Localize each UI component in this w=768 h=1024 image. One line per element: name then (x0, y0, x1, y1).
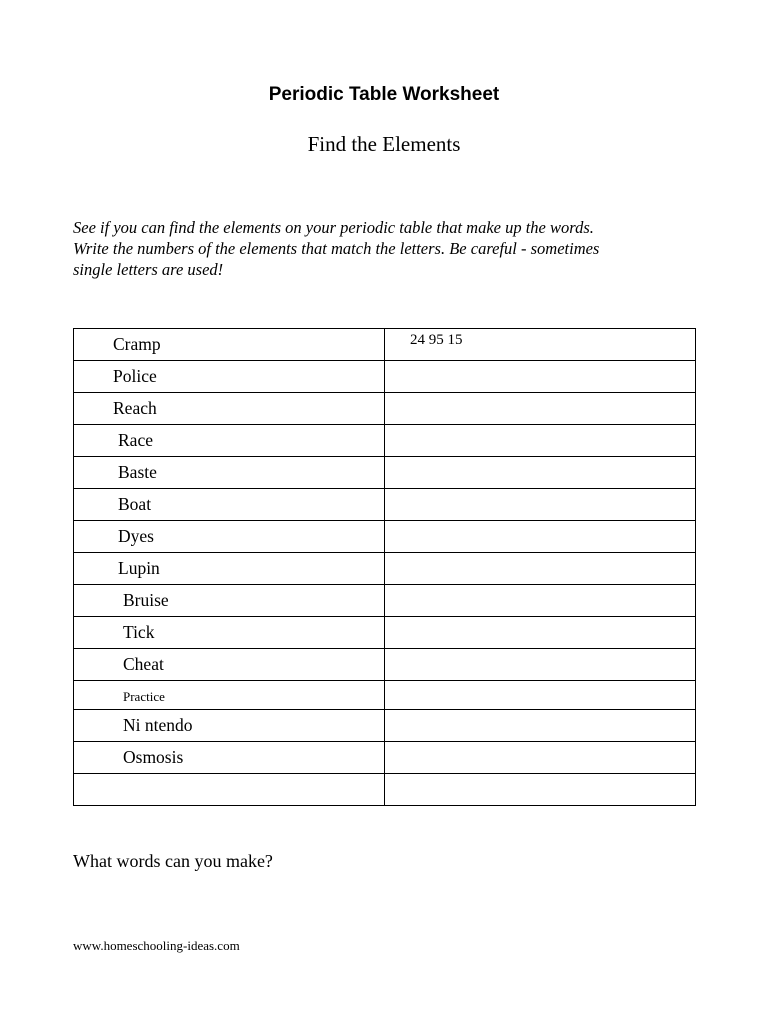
answer-cell[interactable] (385, 425, 696, 457)
table-row (74, 649, 696, 681)
answer-cell[interactable] (385, 361, 696, 393)
instructions-line: See if you can find the elements on your periodic table that make up the words. (73, 218, 594, 237)
answer-cell[interactable] (385, 393, 696, 425)
answer-cell[interactable] (385, 489, 696, 521)
word-cell (74, 425, 385, 457)
table-row (74, 393, 696, 425)
answer-cell[interactable] (385, 457, 696, 489)
table-row (74, 585, 696, 617)
answer-cell[interactable] (385, 585, 696, 617)
word-label: Ni ntendo (123, 715, 193, 735)
word-label: Osmosis (123, 747, 184, 767)
word-label: Race (118, 430, 153, 450)
table-row (74, 774, 696, 806)
word-label: Baste (118, 462, 157, 482)
word-cell (74, 521, 385, 553)
table-row (74, 425, 696, 457)
elements-table (73, 328, 696, 806)
word-label: Cheat (123, 654, 164, 674)
word-cell (74, 681, 385, 710)
word-label: Police (113, 366, 157, 386)
table-row (74, 521, 696, 553)
worksheet-title: Periodic Table Worksheet (268, 84, 500, 105)
table-row (74, 681, 696, 710)
instructions-line: single letters are used! (73, 260, 224, 279)
answer-cell[interactable] (385, 553, 696, 585)
word-cell (74, 457, 385, 489)
answer-cell[interactable] (385, 649, 696, 681)
answer-cell[interactable]: 24 95 15 (385, 329, 696, 361)
table-row (74, 553, 696, 585)
table-row (74, 617, 696, 649)
worksheet-subtitle: Find the Elements (307, 132, 461, 156)
word-label: Dyes (118, 526, 154, 546)
word-cell (74, 553, 385, 585)
word-label: Lupin (118, 558, 160, 578)
footer-website: www.homeschooling-ideas.com (73, 938, 240, 953)
instructions-paragraph (73, 217, 713, 280)
answer-cell[interactable] (385, 617, 696, 649)
question-prompt: What words can you make? (73, 851, 273, 871)
word-label: Tick (123, 622, 155, 642)
word-label: Cramp (113, 334, 161, 354)
answer-cell[interactable] (385, 774, 696, 806)
word-cell (74, 489, 385, 521)
answer-cell[interactable] (385, 681, 696, 710)
word-cell (74, 742, 385, 774)
table-row (74, 710, 696, 742)
word-label: Boat (118, 494, 152, 514)
table-row (74, 489, 696, 521)
table-row (74, 329, 696, 361)
word-cell (74, 585, 385, 617)
answer-cell[interactable] (385, 710, 696, 742)
word-cell (74, 617, 385, 649)
table-row (74, 457, 696, 489)
word-cell (74, 361, 385, 393)
answer-cell[interactable] (385, 742, 696, 774)
table-row (74, 742, 696, 774)
word-label: Reach (113, 398, 157, 418)
word-cell (74, 329, 385, 361)
word-cell (74, 393, 385, 425)
word-cell (74, 649, 385, 681)
instructions-line: Write the numbers of the elements that match the letters. Be careful - sometimes (73, 239, 600, 258)
table-row (74, 361, 696, 393)
word-cell (74, 710, 385, 742)
word-label: Bruise (123, 590, 169, 610)
word-label: Practice (123, 688, 165, 704)
word-cell[interactable] (74, 774, 385, 806)
answer-cell[interactable] (385, 521, 696, 553)
